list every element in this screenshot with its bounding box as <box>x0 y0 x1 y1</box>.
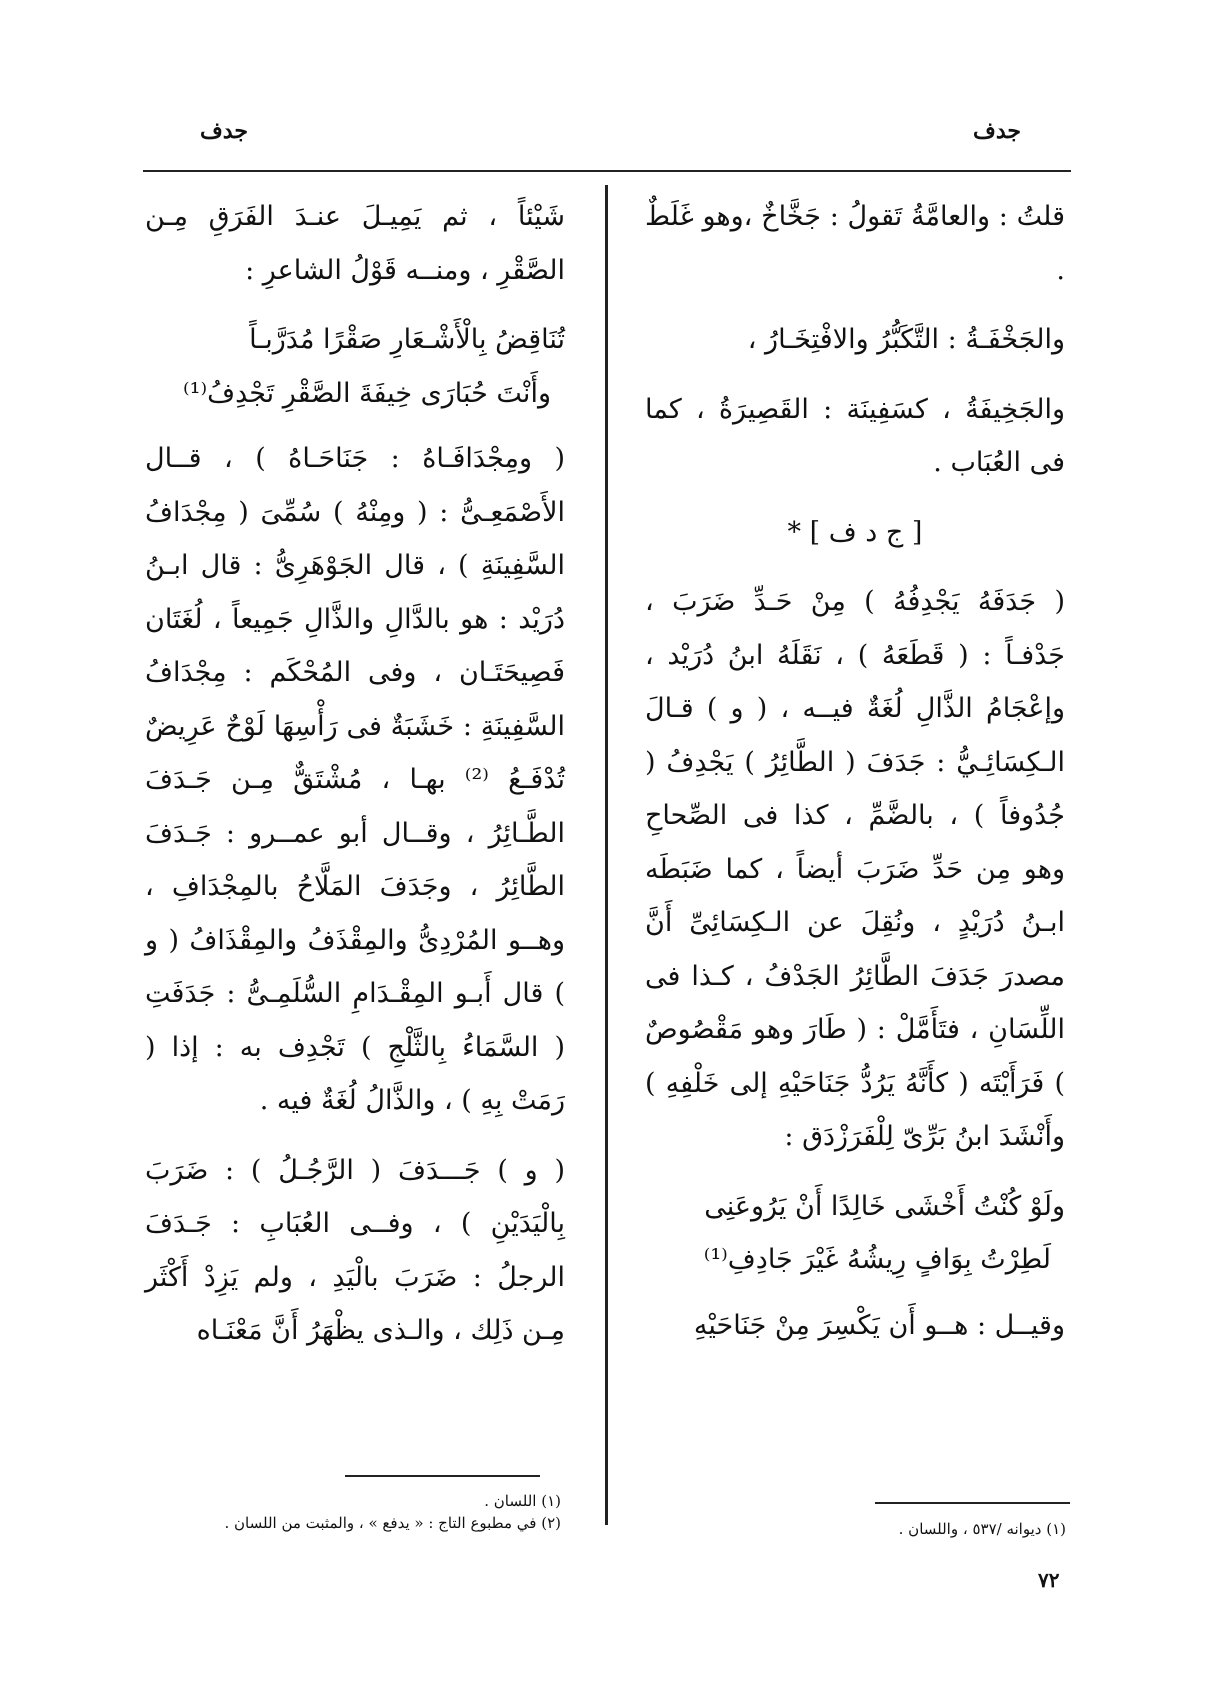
right-column <box>645 190 1065 1368</box>
right-paragraph-5: وقيــل : هــو أَن يَكْسِرَ مِنْ جَنَاحَيْهِ <box>693 1309 1065 1341</box>
running-head-right: جدف <box>973 118 1021 144</box>
right-verse <box>645 1180 1065 1287</box>
running-head-left: جدف <box>200 118 248 144</box>
footnotes-left <box>131 1490 561 1534</box>
left-paragraph-1: شَيْئاً ، ثم يَمِيـلَ عنـدَ الفَرَقِ مِـن الصَّقْرِ ، ومنــه قَوْلُ الشاعرِ : <box>145 201 565 286</box>
left-paragraph-2: ( ومِجْدَافَـاهُ : جَنَاحَـاهُ ) ، قــال الأَصْمَعِـىُّ : ( ومِنْهُ ) سُمِّىَ ( مِجْدَافُ السَّفِينَةِ ) ، قال الجَوْهَرِىُّ : قال ابـنُ دُرَيْد : هو بالدَّالِ والذَّالِ جَمِيعاً ، لُغَتَان فَصِيحَتَـان ، وفى المُحْكَم : مِجْدَافُ السَّفِينَةِ : خَشَبَةٌ فى رَأْسِهَا لَوْحٌ عَرِيضٌ تُدْفَـعُ ⁽²⁾ بهـا ، مُشْتَقٌّ مِـن جَـدَفَ الطَّـائِرُ ، وقــال أبو عمــرو : جَـدَفَ الطَّائِرُ ، وجَدَفَ المَلَّاحُ بالمِجْدَافِ ، وهــو المُرْدِىُّ والمِقْذَفُ والمِقْذَافُ ( و ) قال أَبـو المِقْـدَامِ السُّلَمِـىُّ : جَدَفَتِ ( السَّمَاءُ بِالثَّلْجِ ) تَجْدِف به : إذا ( رَمَتْ بِهِ ) ، والذَّالُ لُغَةٌ فيه . <box>145 443 565 1116</box>
verse-line: لَطِرْتُ بِوَافٍ رِيشُهُ غَيْرَ جَادِفِ⁽¹⁾ <box>703 1244 1051 1275</box>
page-number: ٧٢ <box>1038 1568 1060 1592</box>
column-divider <box>605 185 608 1525</box>
footnote-rule-left <box>345 1475 540 1477</box>
footnote-1: (١) ديوانه /٥٣٧ ، واللسان . <box>898 1520 1066 1538</box>
left-verse <box>145 313 565 420</box>
left-column <box>145 190 565 1374</box>
verse-line: ولَوْ كُنْتُ أَخْشَى خَالِدًا أَنْ يَرُوعَنِى <box>704 1190 1065 1222</box>
footnote-2: (٢) في مطبوع التاج : « يدفع » ، والمثبت من اللسان . <box>224 1514 561 1532</box>
verse-line: وأَنْتَ حُبَارَى خِيفَةَ الصَّقْرِ تَجْدِفُ⁽¹⁾ <box>182 377 551 409</box>
right-paragraph-1: قلتُ : والعامَّةُ تَقولُ : جَخَّاخٌ ،وهو غَلَطٌ . <box>645 201 1065 286</box>
footnote-1: (١) اللسان . <box>484 1492 561 1510</box>
verse-line: تُنَاقِضُ بِالْأَشْـعَارِ صَقْرًا مُدَرَّبـاً <box>249 324 565 355</box>
footnotes-right <box>646 1518 1066 1540</box>
entry-heading: [ ج د ف ] * <box>787 516 923 548</box>
right-paragraph-4: ( جَدَفَهُ يَجْدِفُهُ ) مِنْ حَـدِّ ضَرَبَ ، جَدْفـاً : ( قَطَعَهُ ) ، نَقَلَهُ ابنُ دُرَيْد ، وإعْجَامُ الذَّالِ لُغَةٌ فيــه ، ( و ) قـالَ الـكِسَائِـيُّ : جَدَفَ ( الطَّائِرُ ) يَجْدِفُ ( جُدُوفاً ) ، بالضَّمِّ ، كذا فى الصِّحاحِ وهو مِن حَدِّ ضَرَبَ أيضاً ، كما ضَبَطَه ابـنُ دُرَيْدٍ ، ونُقِلَ عن الـكِسَائِىِّ أَنَّ مصدرَ جَدَفَ الطَّائِرُ الجَدْفُ ، كـذا فى اللِّسَانِ ، فتَأَمَّلْ : ( طَارَ وهو مَقْصُوصٌ ) فَرَأَيْتَه ( كأَنَّهُ يَرُدُّ جَنَاحَيْهِ إلى خَلْفِهِ ) وأَنْشَدَ ابنُ بَرِّىّ لِلْفَرَزْدَق : <box>645 586 1065 1152</box>
right-paragraph-3: والجَخِيفَةُ ، كسَفِينَة : القَصِيرَةُ ، كما فى العُبَاب . <box>645 393 1065 478</box>
footnote-rule-right <box>875 1502 1070 1504</box>
left-paragraph-3: ( و ) جَـــدَفَ ( الرَّجُـلُ ) : ضَرَبَ بِالْيَدَيْنِ ) ، وفــى العُبَابِ : جَـدَفَ الرجلُ : ضَرَبَ بالْيَدِ ، ولم يَزِدْ أَكْثَر مِـن ذَلِك ، والـذى يظْهَرُ أَنَّ مَعْنَـاه <box>145 1154 565 1346</box>
header-rule <box>143 170 1071 172</box>
right-paragraph-2: والجَخْفَـةُ : التَّكَبُّرُ والافْتِخَـارُ ، <box>747 324 1065 355</box>
